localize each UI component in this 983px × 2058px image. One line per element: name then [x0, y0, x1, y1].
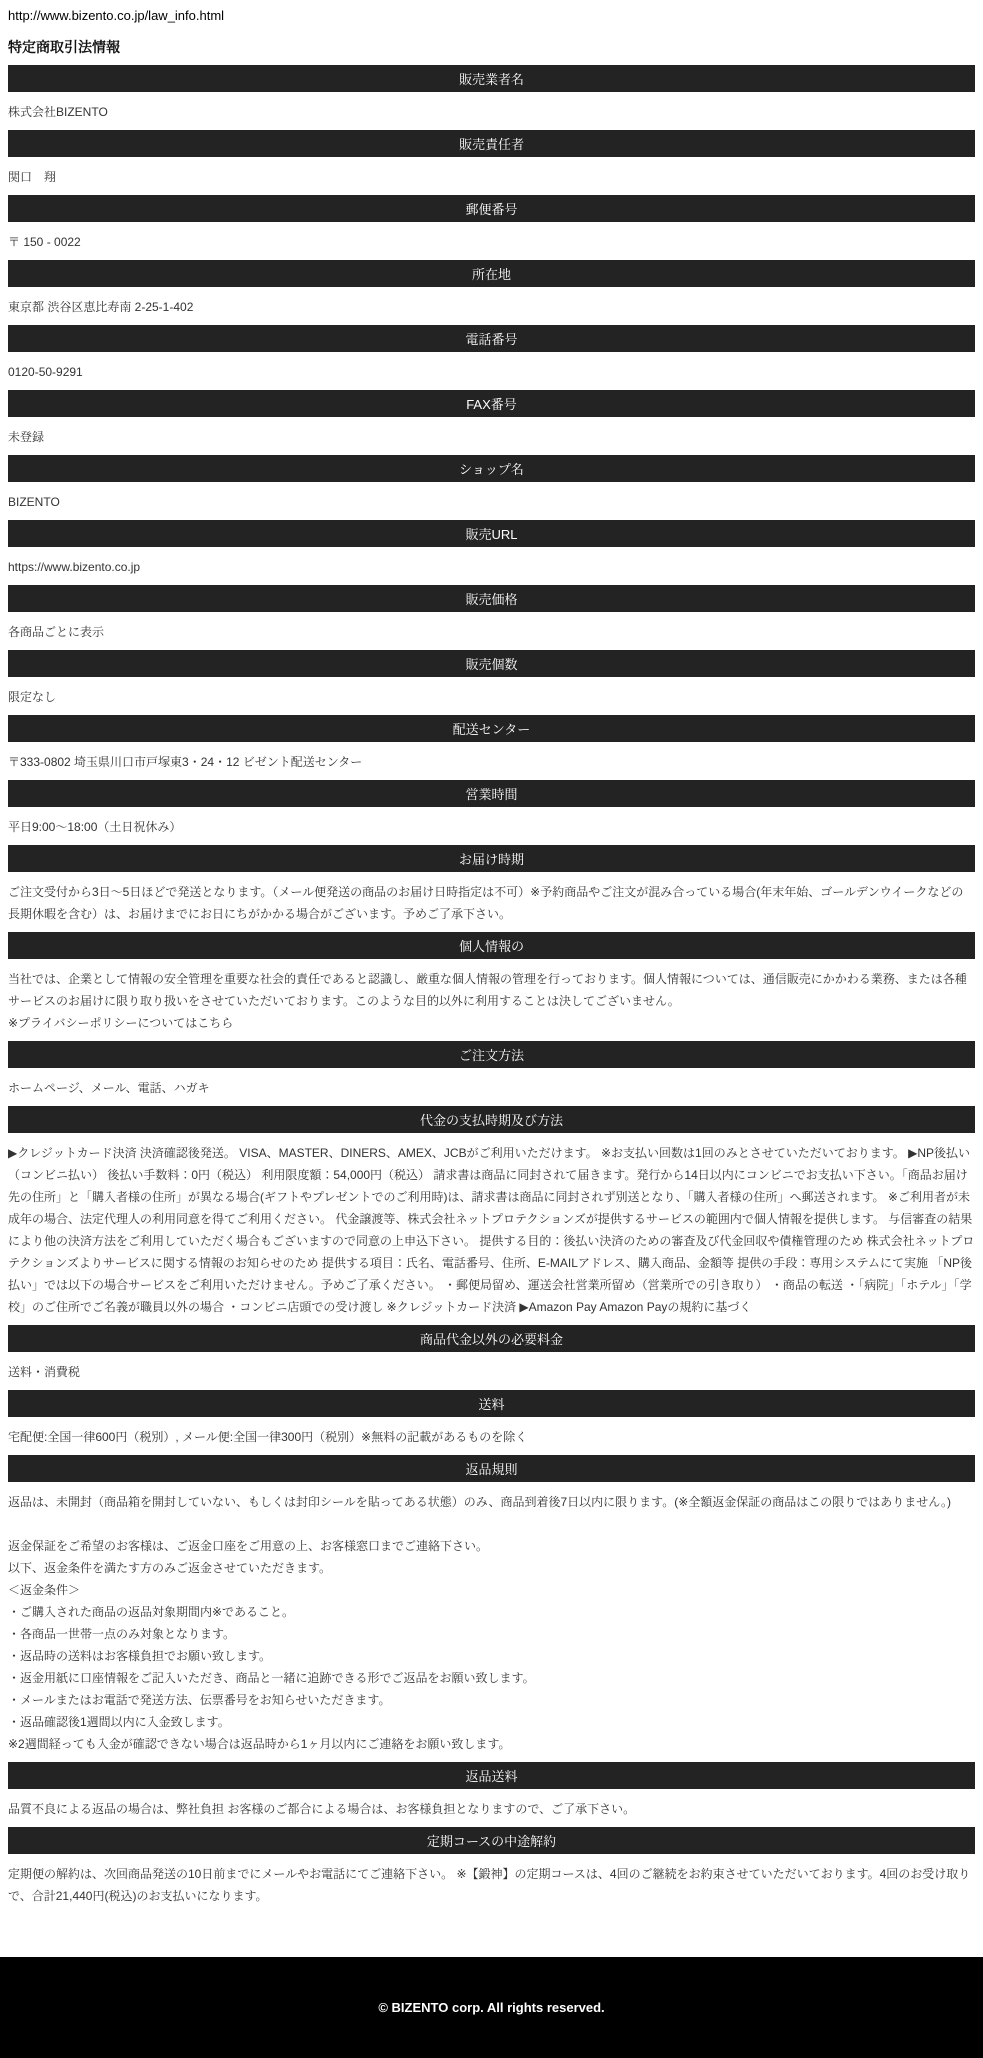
content-line: BIZENTO: [8, 495, 60, 509]
copyright-text: © BIZENTO corp. All rights reserved.: [378, 2000, 605, 2015]
content-line: 株式会社BIZENTO: [8, 105, 108, 119]
section-header: [8, 845, 975, 872]
section-content: [8, 361, 975, 383]
content-line: 〒 150 - 0022: [8, 235, 81, 249]
content-line: 0120-50-9291: [8, 365, 83, 379]
section-header: [8, 260, 975, 287]
section-header: [8, 390, 975, 417]
section-header: [8, 1827, 975, 1854]
content-line: 返金保証をご希望のお客様は、ご返金口座をご用意の上、お客様窓口までご連絡下さい。: [8, 1539, 489, 1553]
section-header: [8, 715, 975, 742]
section-header-label: 個人情報の: [458, 939, 524, 954]
section: [8, 650, 975, 708]
section-header: [8, 1106, 975, 1133]
section: [8, 1390, 975, 1448]
section: [8, 780, 975, 838]
content-line: ・ご購入された商品の返品対象期間内※であること。: [8, 1605, 295, 1619]
section-header: [8, 65, 975, 92]
footer: [0, 1957, 983, 2058]
section-header: [8, 1325, 975, 1352]
content-line: 品質不良による返品の場合は、弊社負担 お客様のご都合による場合は、お客様負担となりますので、ご了承下さい。: [8, 1802, 636, 1816]
section-header-label: 販売責任者: [458, 137, 524, 152]
content-line: ※2週間経っても入金が確認できない場合は返品時から1ヶ月以内にご連絡をお願い致します。: [8, 1737, 511, 1751]
content-line: 東京都 渋谷区恵比寿南 2-25-1-402: [8, 300, 194, 314]
content-line: 定期便の解約は、次回商品発送の10日前までにメールやお電話にてご連絡下さい。 ※【鍛神】の定期コースは、4回のご継続をお約束させていただいております。4回のお受け取りで、合計21,440円(税込)のお支払いになります。: [8, 1867, 971, 1903]
content-line: ・メールまたはお電話で発送方法、伝票番号をお知らせいただきます。: [8, 1693, 391, 1707]
section: [8, 1827, 975, 1907]
content-line: ホームページ、メール、電話、ハガキ: [8, 1081, 210, 1095]
section-content: [8, 751, 975, 773]
content-line: 平日9:00〜18:00（土日祝休み）: [8, 820, 182, 834]
page-url-text: http://www.bizento.co.jp/law_info.html: [8, 8, 225, 23]
section-content: [8, 166, 975, 188]
section-header-label: 電話番号: [465, 332, 518, 347]
section: [8, 520, 975, 578]
content-line: 限定なし: [8, 690, 57, 704]
section-content: [8, 491, 975, 513]
section-content: [8, 1142, 975, 1318]
section-header-label: 返品送料: [465, 1769, 518, 1784]
section: [8, 715, 975, 773]
section-header: [8, 1390, 975, 1417]
section: [8, 195, 975, 253]
section-header: [8, 585, 975, 612]
content-line: 当社では、企業として情報の安全管理を重要な社会的責任であると認識し、厳重な個人情報の管理を行っております。個人情報については、通信販売にかかわる業務、または各種サービスのお届けに限り取り扱いをさせていただいております。このような目的以外に利用することは決してございません。: [8, 972, 967, 1008]
content-line: 宅配便:全国一律600円（税別）, メール便:全国一律300円（税別）※無料の記載があるものを除く: [8, 1430, 528, 1444]
section: [8, 1762, 975, 1820]
section-header: [8, 1762, 975, 1789]
section-header-label: ショップ名: [459, 462, 524, 477]
content-line: 各商品ごとに表示: [8, 625, 105, 639]
section: [8, 130, 975, 188]
section: [8, 65, 975, 123]
content-line: ・各商品一世帯一点のみ対象となります。: [8, 1627, 236, 1641]
section-header-label: 代金の支払時期及び方法: [419, 1113, 563, 1128]
section-content: [8, 1361, 975, 1383]
section-content: [8, 296, 975, 318]
section-header-label: 販売業者名: [458, 72, 524, 87]
section-content: [8, 101, 975, 123]
section-header-label: 販売URL: [465, 527, 518, 542]
section-content: [8, 1798, 975, 1820]
section: [8, 1106, 975, 1318]
section-header-label: 配送センター: [452, 722, 531, 737]
section-content: [8, 816, 975, 838]
section-content: [8, 1426, 975, 1448]
section-header: [8, 780, 975, 807]
section-content: [8, 881, 975, 925]
section-content: [8, 426, 975, 448]
content-line: ・返品時の送料はお客様負担でお願い致します。: [8, 1649, 272, 1663]
content-line: https://www.bizento.co.jp: [8, 560, 141, 574]
section-content: [8, 686, 975, 708]
content-line: [8, 1513, 975, 1535]
section-header-label: 販売個数: [465, 657, 518, 672]
content-line: ・返品確認後1週間以内に入金致します。: [8, 1715, 230, 1729]
content-line: ▶クレジットカード決済 決済確認後発送。 VISA、MASTER、DINERS、AMEX、JCBがご利用いただけます。 ※お支払い回数は1回のみとさせていただいております。 ▶NP後払い（コンビニ払い） 後払い手数料：0円（税込） 利用限度額：54,000円（税込） 請求書は商品に同封されて届きます。発行から14日以内にコンビニでお支払い下さい。「商品お届け先の住所」と「購入者様の住所」が異なる場合(ギフトやプレゼントでのご利用時)は、請求書は商品に同封されず別送となり、「購入者様の住所」へ郵送されます。 ※ご利用者が未成年の場合、法定代理人の利用同意を得てご利用ください。 代金譲渡等、株式会社ネットプロテクションズが提供するサービスの範囲内で個人情報を提供します。 与信審査の結果により他の決済方法をご利用していただく場合もございますので同意の上申込下さい。 提供する目的：後払い決済のための審査及び代金回収や債権管理のため 株式会社ネットプロテクションズよりサービスに関する情報のお知らせのため 提供する項目：氏名、電話番号、住所、E-MAILアドレス、購入商品、金額等 提供の手段：専用システムにて実施 「NP後払い」では以下の場合サービスをご利用いただけません。予めご了承ください。 ・郵便局留め、運送会社営業所留め（営業所での引き取り） ・商品の転送 ・「病院」「ホテル」「学校」のご住所でご名義が職員以外の場合 ・コンビニ店頭での受け渡し ※クレジットカード決済 ▶Amazon Pay Amazon Payの規約に基づく: [8, 1146, 975, 1314]
section: [8, 1041, 975, 1099]
section-header-label: ご注文方法: [458, 1048, 524, 1063]
page-title: 特定商取引法情報: [8, 39, 120, 55]
section-header-label: 営業時間: [465, 787, 518, 802]
content-line: ・返金用紙に口座情報をご記入いただき、商品と一緒に追跡できる形でご返品をお願い致します。: [8, 1671, 535, 1685]
content-line: 関口 翔: [8, 170, 57, 184]
content-line: ご注文受付から3日〜5日ほどで発送となります。（メール便発送の商品のお届け日時指定は不可）※予約商品やご注文が混み合っている場合(年末年始、ゴールデンウイークなどの長期休暇を含む）は、お届けまでにお日にちがかかる場合がございます。予めご了承下さい。: [8, 885, 964, 921]
section-header: [8, 1455, 975, 1482]
section-header: [8, 650, 975, 677]
content-line: 返品は、未開封（商品箱を開封していない、もしくは封印シールを貼ってある状態）のみ、商品到着後7日以内に限ります。(※全額返金保証の商品はこの限りではありません。): [8, 1495, 951, 1509]
content-line: 以下、返金条件を満たす方のみご返金させていただきます。: [8, 1561, 332, 1575]
section-header-label: 郵便番号: [465, 202, 518, 217]
section: [8, 455, 975, 513]
content-line: ※プライバシーポリシーについてはこちら: [8, 1016, 234, 1030]
section: [8, 390, 975, 448]
section: [8, 845, 975, 925]
section-header-label: 送料: [478, 1397, 505, 1412]
content-line: 〒333-0802 埼玉県川口市戸塚東3・24・12 ビゼント配送センター: [8, 755, 363, 769]
section-content: [8, 1491, 975, 1755]
section-header: [8, 1041, 975, 1068]
section-header-label: 返品規則: [465, 1462, 518, 1477]
content-line: ＜返金条件＞: [8, 1583, 81, 1597]
section-header: [8, 325, 975, 352]
section-content: [8, 231, 975, 253]
section-content: [8, 1863, 975, 1907]
content-line: 未登録: [8, 430, 45, 444]
section-header: [8, 455, 975, 482]
section-header: [8, 520, 975, 547]
section: [8, 585, 975, 643]
section: [8, 1455, 975, 1755]
content-line: 送料・消費税: [8, 1365, 81, 1379]
sections-list: [8, 65, 975, 1907]
section-header-label: FAX番号: [466, 397, 517, 412]
section-header-label: 商品代金以外の必要料金: [419, 1332, 563, 1347]
section-header-label: お届け時期: [458, 852, 524, 867]
section-header: [8, 195, 975, 222]
section-header-label: 定期コースの中途解約: [426, 1834, 557, 1849]
section-content: [8, 1077, 975, 1099]
section: [8, 325, 975, 383]
section-content: [8, 556, 975, 578]
section-header-label: 所在地: [471, 267, 511, 282]
section-header: [8, 130, 975, 157]
section: [8, 1325, 975, 1383]
section-content: [8, 968, 975, 1034]
section-header-label: 販売価格: [465, 592, 518, 607]
section-header: [8, 932, 975, 959]
section: [8, 260, 975, 318]
section: [8, 932, 975, 1034]
section-content: [8, 621, 975, 643]
